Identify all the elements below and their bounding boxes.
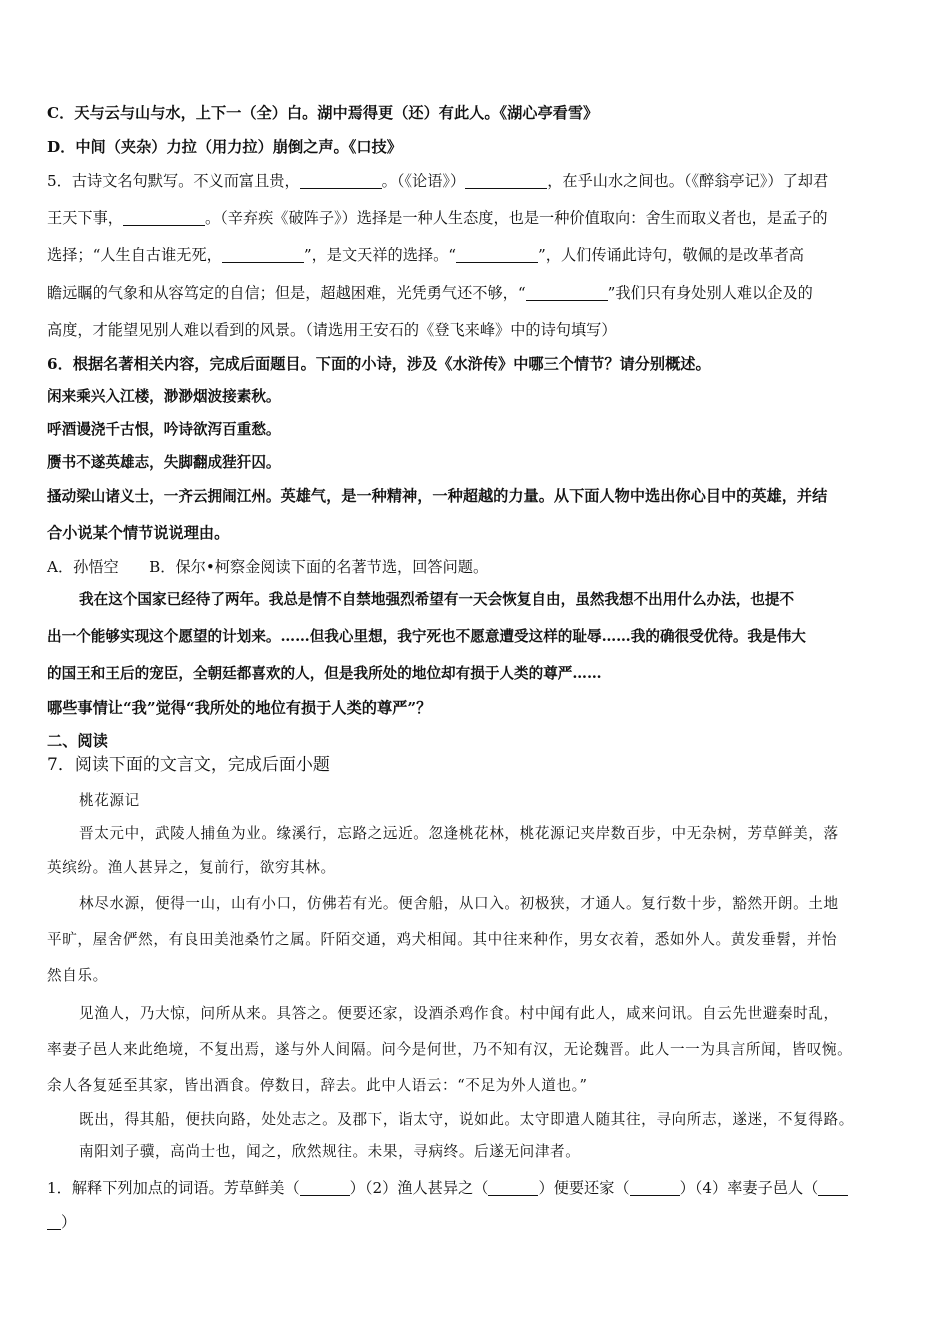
section-title: 二、阅读 [47, 732, 108, 750]
passage-line: 然自乐。 [47, 967, 108, 984]
q5-text: 选择；“人生自古谁无死， [47, 246, 222, 264]
poem-line: 呼酒谩浇千古恨，吟诗欲泻百重愁。 [47, 421, 281, 438]
q5-line-5: 高度，才能望见别人难以看到的风景。（请选用王安石的《登飞来峰》中的诗句填写） [47, 321, 617, 339]
passage-line: 率妻子邑人来此绝境，不复出焉，遂与外人间隔。问今是何世，乃不知有汉，无论魏晋。此人一一为具言所闻，皆叹惋。 [47, 1041, 853, 1058]
answer-blank[interactable] [300, 173, 382, 189]
q5-line-2 [47, 208, 828, 228]
q5-text: 。（辛弃疾《破阵子》）选择是一种人生态度，也是一种价值取向：舍生而取义者也，是孟子的 [204, 209, 828, 227]
q5-text: 5．古诗文名句默写。不义而富且贵， [47, 172, 300, 190]
hero-prompt-cont: 合小说某个情节说说理由。 [47, 524, 230, 542]
q5-text: ”，人们传诵此诗句，敬佩的是改革者高 [538, 246, 804, 264]
passage-title: 桃花源记 [79, 792, 140, 809]
passage-line: 见渔人，乃大惊，问所从来。具答之。便要还家，设酒杀鸡作食。村中闻有此人，咸来问讯。自云先世避秦时乱， [79, 1005, 839, 1022]
q7-sub1-text: 1．解释下列加点的词语。芳草鲜美（ [47, 1179, 300, 1197]
passage-line: 余人各复延至其家，皆出酒食。停数日，辞去。此中人语云：“不足为外人道也。” [47, 1077, 588, 1094]
answer-blank[interactable] [465, 173, 547, 189]
hero-choices: A．孙悟空 B．保尔•柯察金阅读下面的名著节选，回答问题。 [47, 558, 489, 576]
answer-blank[interactable] [222, 247, 304, 263]
q7-sub1-text: ） [61, 1213, 77, 1231]
q5-text: 。（《论语》） [381, 172, 466, 190]
passage-line: 晋太元中，武陵人捕鱼为业。缘溪行，忘路之远近。忽逢桃花林，桃花源记夹岸数百步，中无杂树，芳草鲜美，落 [79, 825, 839, 842]
answer-blank[interactable] [630, 1180, 680, 1196]
answer-blank[interactable] [47, 1214, 61, 1230]
excerpt-question: 哪些事情让“我”觉得“我所处的地位有损于人类的尊严”？ [47, 699, 432, 717]
q5-line-1 [47, 171, 828, 191]
q7-prompt: 7．阅读下面的文言文，完成后面小题 [47, 755, 330, 775]
q5-text: ，在乎山水之间也。（《醉翁亭记》）了却君 [547, 172, 829, 190]
poem-line: 闲来乘兴入江楼，渺渺烟波接素秋。 [47, 388, 281, 405]
answer-blank[interactable] [526, 285, 608, 301]
answer-blank[interactable] [818, 1180, 848, 1196]
q5-line-3 [47, 245, 804, 265]
q4-option-d: D．中间（夹杂）力拉（用力拉）崩倒之声。《口技》 [47, 138, 402, 156]
answer-blank[interactable] [300, 1180, 350, 1196]
excerpt-line: 我在这个国家已经待了两年。我总是情不自禁地强烈希望有一天会恢复自由，虽然我想不出用什么办法，也提不 [79, 591, 795, 608]
q7-sub1-text: ）（4）率妻子邑人（ [679, 1179, 819, 1197]
poem-line: 赝书不遂英雄志，失脚翻成狴犴囚。 [47, 454, 281, 471]
q5-text: 王天下事， [47, 209, 123, 227]
q7-sub1 [47, 1178, 848, 1198]
q5-text: ”，是文天祥的选择。“ [303, 246, 457, 264]
q4-option-c: C．天与云与山与水，上下一（全）白。湖中焉得更（还）有此人。《湖心亭看雪》 [47, 104, 599, 122]
q5-text: ”我们只有身处别人难以企及的 [607, 284, 813, 302]
passage-line: 平旷，屋舍俨然，有良田美池桑竹之属。阡陌交通，鸡犬相闻。其中往来种作，男女衣着，悉如外人。黄发垂髫，并怡 [47, 931, 838, 948]
passage-line: 南阳刘子骥，高尚士也，闻之，欣然规往。未果，寻病终。后遂无问津者。 [79, 1143, 581, 1160]
excerpt-line: 出一个能够实现这个愿望的计划来。……但我心里想，我宁死也不愿意遭受这样的耻辱……我的确很受优待。我是伟大 [47, 628, 806, 645]
q7-sub1-cont [47, 1212, 76, 1232]
hero-prompt: 英雄气，是一种精神，一种超越的力量。从下面人物中选出你心目中的英雄，并结 [280, 487, 828, 505]
answer-blank[interactable] [456, 247, 538, 263]
answer-blank[interactable] [488, 1180, 538, 1196]
poem-line: 搔动梁山诸义士，一齐云拥闹江州。 [47, 488, 281, 505]
q7-sub1-text: ）（2）渔人甚异之（ [349, 1179, 489, 1197]
passage-line: 英缤纷。渔人甚异之，复前行，欲穷其林。 [47, 859, 336, 876]
excerpt-line: 的国王和王后的宠臣，全朝廷都喜欢的人，但是我所处的地位却有损于人类的尊严…… [47, 665, 602, 682]
q6-prompt: 6．根据名著相关内容，完成后面题目。下面的小诗，涉及《水浒传》中哪三个情节？请分别概述。 [47, 355, 711, 373]
poem-hero-line [47, 486, 827, 507]
passage-line: 林尽水源，便得一山，山有小口，仿佛若有光。便舍船，从口入。初极狭，才通人。复行数十步，豁然开朗。土地 [79, 895, 839, 912]
passage-line: 既出，得其船，便扶向路，处处志之。及郡下，诣太守，说如此。太守即遣人随其往，寻向所志，遂迷，不复得路。 [79, 1111, 854, 1128]
answer-blank[interactable] [123, 210, 205, 226]
q5-line-4 [47, 283, 813, 303]
q5-text: 瞻远瞩的气象和从容笃定的自信；但是，超越困难，光凭勇气还不够，“ [47, 284, 526, 302]
q7-sub1-text: ）便要还家（ [538, 1179, 630, 1197]
